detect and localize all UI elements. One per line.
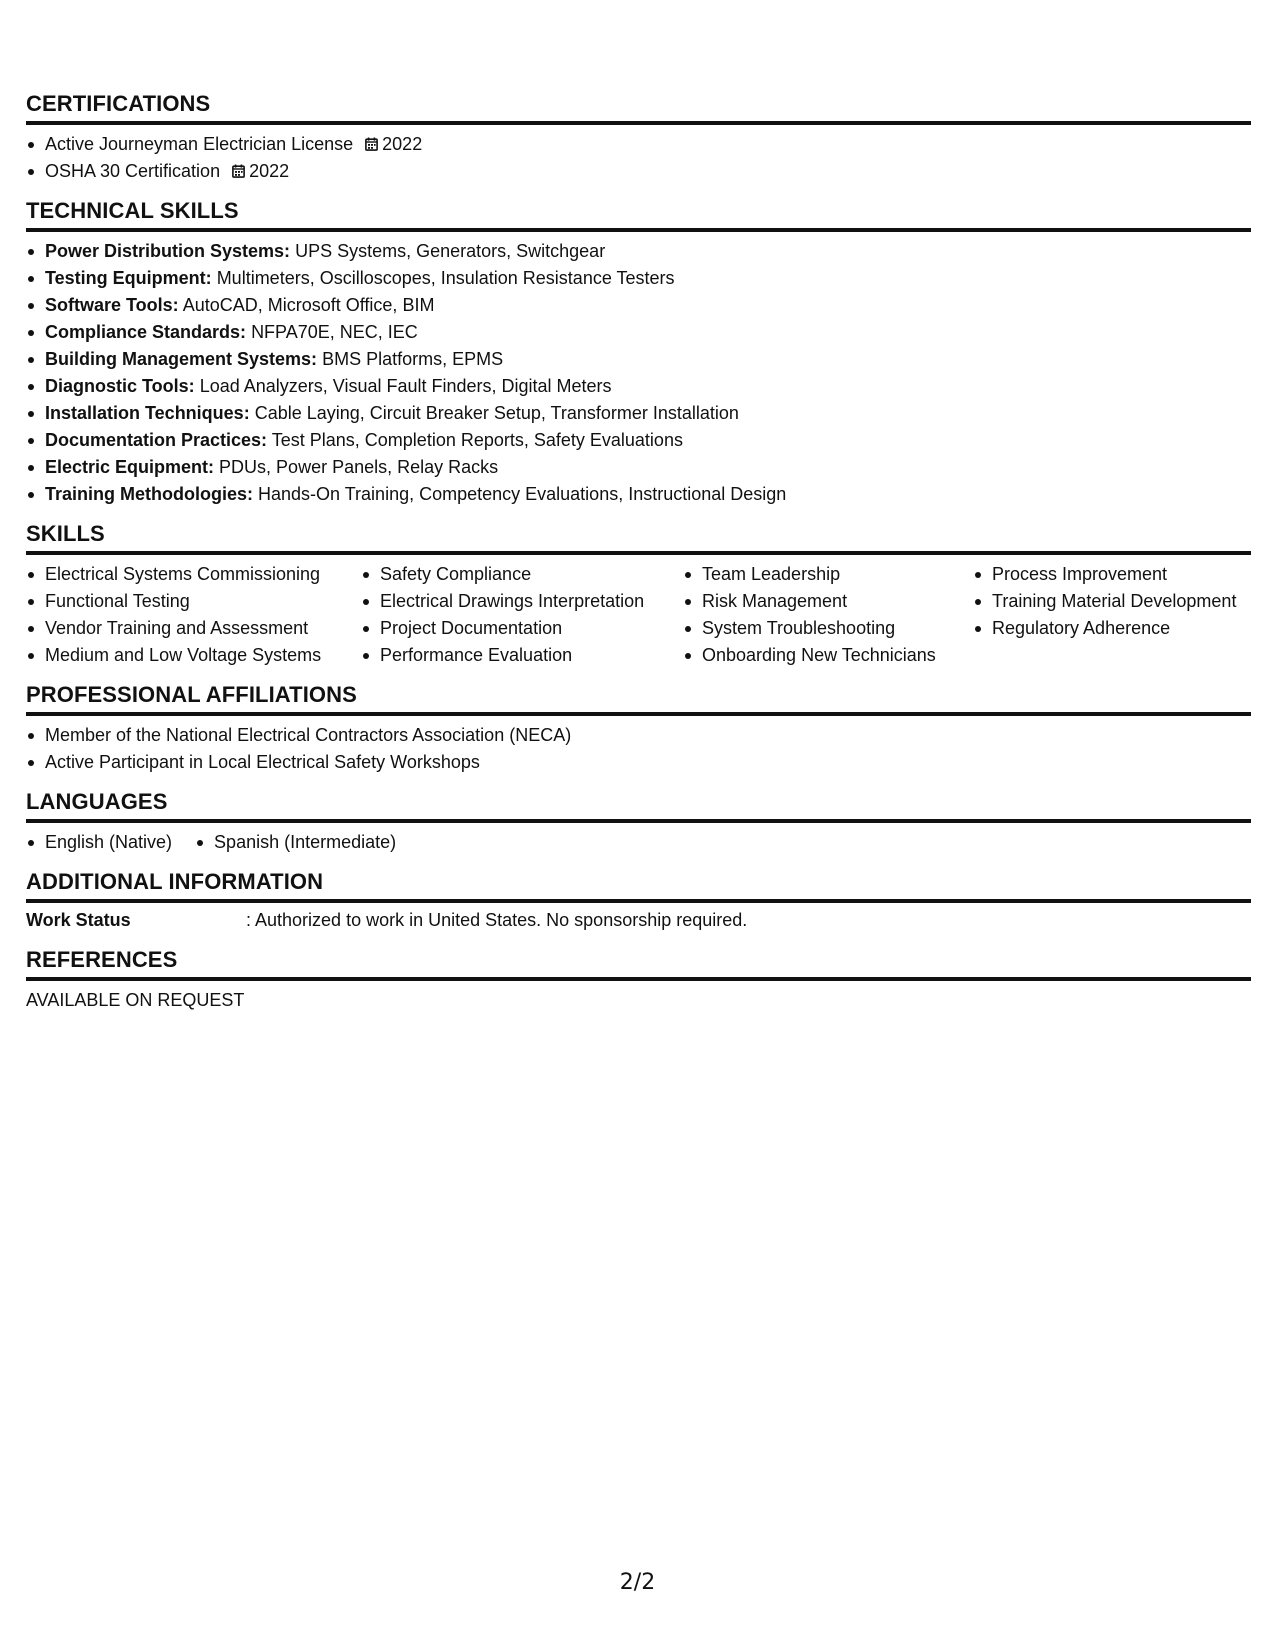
list-item: Electrical Drawings Interpretation — [361, 588, 683, 615]
list-item — [26, 346, 1251, 373]
skills-column — [361, 561, 683, 669]
list-item: Onboarding New Technicians — [683, 642, 973, 669]
skill-category-label: Diagnostic Tools: — [45, 376, 195, 396]
affiliations-title: PROFESSIONAL AFFILIATIONS — [26, 683, 1251, 716]
technical-skills-section — [26, 199, 1251, 508]
skill-category-label: Power Distribution Systems: — [45, 241, 291, 261]
list-item: Active Participant in Local Electrical Safety Workshops — [26, 749, 1251, 776]
list-item — [26, 373, 1251, 400]
work-status-row — [26, 907, 1251, 934]
references-title: REFERENCES — [26, 948, 1251, 981]
list-item: Electrical Systems Commissioning — [26, 561, 361, 588]
languages-section — [26, 790, 1251, 856]
list-item: Medium and Low Voltage Systems — [26, 642, 361, 669]
list-item: Member of the National Electrical Contractors Association (NECA) — [26, 722, 1251, 749]
skill-category-label: Testing Equipment: — [45, 268, 212, 288]
list-item: Risk Management — [683, 588, 973, 615]
list-item: Process Improvement — [973, 561, 1251, 588]
calendar-icon — [232, 164, 245, 178]
list-item: Training Material Development — [973, 588, 1251, 615]
skills-title: SKILLS — [26, 522, 1251, 555]
list-item: Team Leadership — [683, 561, 973, 588]
list-item: Safety Compliance — [361, 561, 683, 588]
affiliations-section — [26, 683, 1251, 776]
list-item — [26, 481, 1251, 508]
page-number: 2/2 — [619, 1570, 656, 1595]
skill-category-value: Load Analyzers, Visual Fault Finders, Digital Meters — [199, 376, 612, 396]
skill-category-value: Multimeters, Oscilloscopes, Insulation Resistance Testers — [216, 268, 675, 288]
certification-name: Active Journeyman Electrician License — [45, 134, 354, 154]
certification-year: 2022 — [382, 134, 423, 154]
skill-category-label: Documentation Practices: — [45, 430, 268, 450]
list-item: Regulatory Adherence — [973, 615, 1251, 642]
skill-category-label: Installation Techniques: — [45, 403, 250, 423]
work-status-label: Work Status — [26, 910, 131, 930]
languages-title: LANGUAGES — [26, 790, 1251, 823]
certification-name: OSHA 30 Certification — [45, 161, 221, 181]
list-item — [26, 265, 1251, 292]
affiliations-list — [26, 722, 1251, 776]
skills-column — [973, 561, 1251, 669]
list-item: English (Native) — [26, 829, 172, 856]
skills-column — [26, 561, 361, 669]
resume-page — [26, 92, 1251, 1028]
list-item — [26, 400, 1251, 427]
certifications-list — [26, 131, 1251, 185]
list-item: Vendor Training and Assessment — [26, 615, 361, 642]
skill-category-value: NFPA70E, NEC, IEC — [251, 322, 418, 342]
list-item: Project Documentation — [361, 615, 683, 642]
skill-category-value: AutoCAD, Microsoft Office, BIM — [182, 295, 435, 315]
skill-category-label: Electric Equipment: — [45, 457, 215, 477]
list-item — [26, 158, 1251, 185]
skill-category-value: Cable Laying, Circuit Breaker Setup, Transformer Installation — [254, 403, 739, 423]
list-item — [26, 319, 1251, 346]
skill-category-label: Building Management Systems: — [45, 349, 318, 369]
technical-skills-title: TECHNICAL SKILLS — [26, 199, 1251, 232]
list-item: Functional Testing — [26, 588, 361, 615]
skills-grid — [26, 561, 1251, 669]
skill-category-value: UPS Systems, Generators, Switchgear — [295, 241, 606, 261]
calendar-icon — [365, 137, 378, 151]
list-item — [26, 131, 1251, 158]
certification-year: 2022 — [249, 161, 290, 181]
skill-category-value: Test Plans, Completion Reports, Safety Evaluations — [271, 430, 683, 450]
additional-info-title: ADDITIONAL INFORMATION — [26, 870, 1251, 903]
skill-category-label: Software Tools: — [45, 295, 179, 315]
skills-column — [683, 561, 973, 669]
list-item — [26, 454, 1251, 481]
list-item — [26, 292, 1251, 319]
certifications-section — [26, 92, 1251, 185]
languages-list — [26, 829, 1251, 856]
list-item — [26, 238, 1251, 265]
list-item: System Troubleshooting — [683, 615, 973, 642]
technical-skills-list — [26, 238, 1251, 508]
work-status-value: : Authorized to work in United States. No sponsorship required. — [246, 910, 748, 930]
skills-section — [26, 522, 1251, 669]
skill-category-value: BMS Platforms, EPMS — [322, 349, 504, 369]
skill-category-label: Compliance Standards: — [45, 322, 247, 342]
references-text: AVAILABLE ON REQUEST — [26, 990, 245, 1010]
list-item — [26, 427, 1251, 454]
certifications-title: CERTIFICATIONS — [26, 92, 1251, 125]
skill-category-value: Hands-On Training, Competency Evaluations, Instructional Design — [258, 484, 787, 504]
list-item: Performance Evaluation — [361, 642, 683, 669]
references-section — [26, 948, 1251, 1014]
additional-info-section — [26, 870, 1251, 934]
skill-category-label: Training Methodologies: — [45, 484, 253, 504]
skill-category-value: PDUs, Power Panels, Relay Racks — [219, 457, 499, 477]
list-item: Spanish (Intermediate) — [195, 829, 396, 856]
